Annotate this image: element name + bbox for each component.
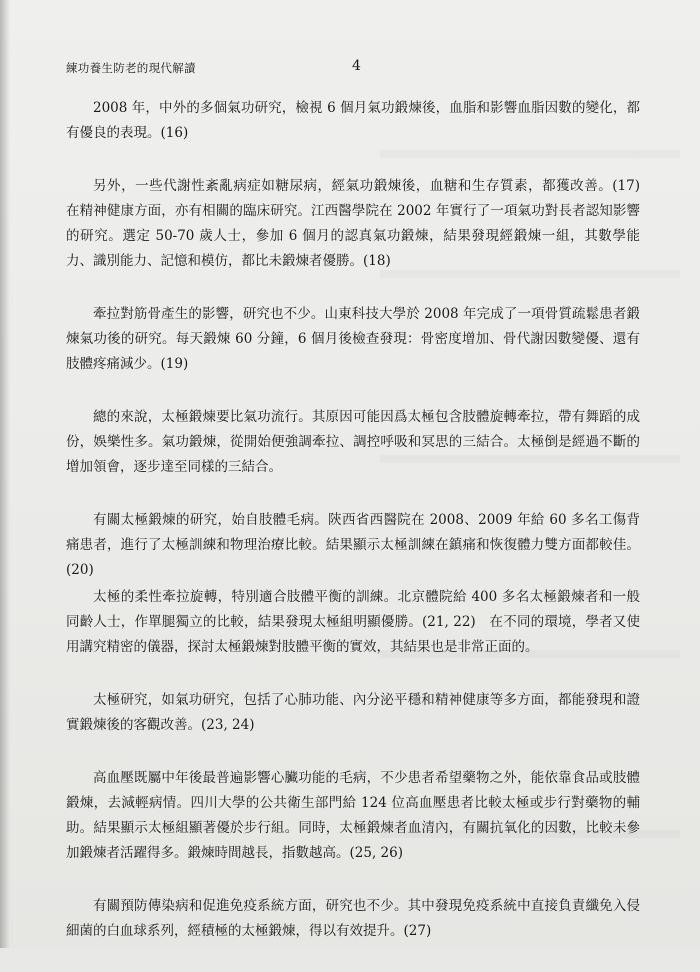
paragraph-taichi-vs-qigong: 總的來說，太極鍛煉要比氣功流行。其原因可能因爲太極包含肢體旋轉牽拉，帶有舞蹈的成份，娛樂性多。氣功鍛煉，從開始便強調牽拉、調控呼吸和冥思的三結合。太極倒是經過不斷的增加領會，逐步達至同樣的三結合。 (66, 409, 640, 475)
paragraph-bone-density: 牽拉對筋骨產生的影響，研究也不少。山東科技大學於 2008 年完成了一項骨質疏鬆患者鍛煉氣功後的研究。每天鍛煉 60 分鐘，6 個月後檢查發現：骨密度增加、骨代謝因數變優、還有肢體疼痛減少。(19) (66, 306, 640, 372)
scan-edge-shadow (0, 0, 10, 948)
paragraph-cardio-endocrine: 太極研究，如氣功研究，包括了心肺功能、內分泌平穩和精神健康等多方面，都能發現和證實鍛煉後的客觀改善。(23, 24) (66, 692, 640, 733)
paragraph-metabolic-cognition: 另外，一些代謝性紊亂病症如糖尿病，經氣功鍛煉後，血糖和生存質素，都獲改善。(17) 在精神健康方面，亦有相關的臨床研究。江西醫學院在 2002 年實行了一項氣功對長者認知影響的研究。選定 50-70 歲人士，參加 6 個月的認真氣功鍛煉，結果發現經鍛煉一組，其數學能力、識別能力、記憶和模仿，都比未鍛煉者優勝。(18) (66, 178, 654, 269)
paragraph-hypertension: 高血壓既屬中年後最普遍影響心臟功能的毛病，不少患者希望藥物之外，能依靠食品或肢體鍛煉，去減輕病情。四川大學的公共衛生部門給 124 位高血壓患者比較太極或步行對藥物的輔助。結果顯示太極組顯著優於步行組。同時，太極鍛煉者血清內，有關抗氧化的因數，比較未參加鍛煉者活躍得多。鍛煉時間越長，指數越高。(25, 26) (66, 770, 640, 861)
body-text (66, 96, 654, 972)
paragraph-immunity: 有關預防傳染病和促進免疫系統方面，研究也不少。其中發現免疫系統中直接負責纖免入侵細菌的白血球系列，經積極的太極鍛煉，得以有效提升。(27) (66, 898, 640, 939)
page-header (66, 58, 646, 78)
paragraph-balance: 太極的柔性牽拉旋轉，特別適合肢體平衡的訓練。北京體院給 400 多名太極鍛煉者和一般同齡人士，作單腿獨立的比較，結果發現太極組明顯優勝。(21, 22) 在不同的環境，學者又使用講究精密的儀器，探討太極鍛煉對肢體平衡的實效，其結果也是非常正面的。 (66, 589, 640, 655)
paragraph-back-pain: 有關太極鍛煉的研究，始自肢體毛病。陝西省西醫院在 2008、2009 年給 60 多名工傷背痛患者，進行了太極訓練和物理治療比較。結果顯示太極訓練在鎮痛和恢復體力雙方面都較佳。(20) (66, 512, 640, 578)
paragraph-lipids: 2008 年，中外的多個氣功研究，檢視 6 個月氣功鍛煉後，血脂和影響血脂因數的變化，都有優良的表現。(16) (66, 100, 640, 141)
page-number: 4 (352, 58, 361, 74)
running-title: 練功養生防老的現代解讀 (66, 61, 196, 75)
